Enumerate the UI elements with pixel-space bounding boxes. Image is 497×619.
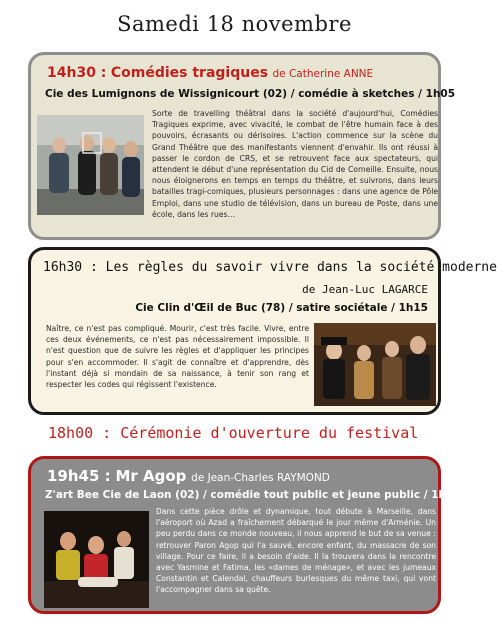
event-card-1 — [28, 52, 456, 240]
company-line: Z'art Bee Cie de Laon (02) / comédie tout public et jeune public / 1h00 — [45, 489, 461, 501]
event-author: de Jean-Charles RAYMOND — [191, 472, 330, 484]
event-card-3 — [28, 456, 461, 614]
event-author: de Jean-Luc LAGARCE — [302, 283, 428, 296]
event-title-line — [43, 260, 497, 275]
event-title: Mr Agop — [115, 467, 187, 485]
event-card-2 — [28, 247, 497, 415]
stage-photo — [37, 115, 144, 215]
company-line: Cie Clin d'Œil de Buc (78) / satire sociétale / 1h15 — [135, 302, 428, 314]
event-title-line — [47, 467, 330, 485]
event-time: 16h30 : — [43, 260, 98, 275]
event-description: Naître, ce n'est pas compliqué. Mourir, c'est très facile. Vivre, entre ces deux événements, ce n'est pas nécessairement impossible. Il n'est question que de suivre les règles et d'appliquer les principes pour s'en accommoder. Il s'agit de connaître et d'apprendre, dès l'instant déjà si mondain de sa naissance, à tenir son rang et respecter les codes qui régissent l'existence. — [46, 324, 309, 390]
event-time: 14h30 : — [47, 65, 107, 81]
event-title: Les règles du savoir vivre dans la société moderne — [105, 260, 497, 275]
company-line: Cie des Lumignons de Wissignicourt (02) / comédie à sketches / 1h05 — [45, 88, 456, 100]
event-description: Dans cette pièce drôle et dynamique, tout débute à Marseille, dans l'aéroport où Azad a fraîchement débarqué le jour même d'Arménie. Un peu perdu dans ce monde nouveau, il nous apprend le but de sa venue : retrouver Paron Agop qui l'a sauvé, encore enfant, du massacre de son village. Pour ce faire, il a besoin d'aide. Il la trouvera dans la rencontre avec Yasmine et Fatima, les «dames de ménage», et avec les jumeaux Constantin et Calendal, chauffeurs burlesques du même taxi, qui vont l'accompagner dans sa quête. — [156, 507, 436, 595]
event-author: de Catherine ANNE — [272, 68, 374, 80]
stage-photo — [314, 323, 436, 406]
page-title: Samedi 18 novembre — [117, 12, 352, 36]
stage-photo — [44, 511, 149, 608]
interlude-event: 18h00 : Cérémonie d'ouverture du festival — [48, 424, 419, 442]
event-title: Comédies tragiques — [110, 65, 269, 81]
event-title-line — [47, 65, 373, 81]
event-time: 19h45 : — [47, 467, 111, 485]
event-description: Sorte de travelling théâtral dans la société d'aujourd'hui, Comédies Tragiques exprime, avec vivacité, le combat de l'être humain face à des pouvoirs, écrasants ou dérisoires. L'action commence sur la scène du Grand Théâtre que des manifestants viennent d'envahir. Ils ont réussi à passer le cordon de CRS, et se retrouvent face aux spectateurs, qui attendent le début d'une représentation du Cid de Corneille. Ensuite, nous nous éloignerons en temps en temps du théâtre, et suivrons, dans leurs batailles tragi-comiques, plusieurs personnages : dans une agence de Pôle Emploi, dans une studio de télévision, dans un bureau de Poste, dans une école, dans les rues… — [152, 109, 438, 219]
